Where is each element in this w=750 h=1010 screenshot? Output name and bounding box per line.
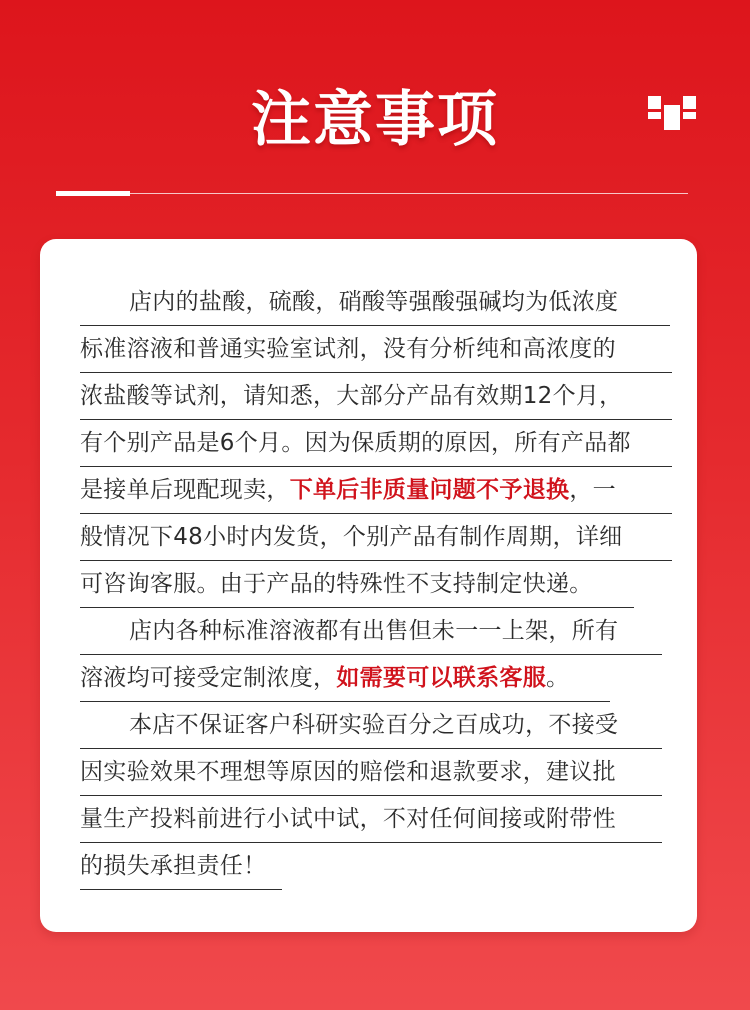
- text-segment: ，一: [569, 477, 616, 503]
- title-divider: [56, 193, 688, 194]
- text-line: 量生产投料前进行小试中试，不对任何间接或附带性: [80, 796, 662, 843]
- text-segment: 。: [546, 665, 570, 691]
- text-line: 店内各种标准溶液都有出售但未一一上架，所有: [80, 608, 662, 655]
- title-divider-accent: [56, 191, 130, 196]
- page-title: 注意事项: [251, 85, 499, 155]
- text-line: 有个别产品是6个月。因为保质期的原因，所有产品都: [80, 420, 672, 467]
- text-line: 本店不保证客户科研实验百分之百成功，不接受: [80, 702, 662, 749]
- highlight-contact-service: 如需要可以联系客服: [336, 665, 547, 691]
- text-line: 标准溶液和普通实验室试剂，没有分析纯和高浓度的: [80, 326, 672, 373]
- text-line: [80, 467, 672, 514]
- text-line: 因实验效果不理想等原因的赔偿和退款要求，建议批: [80, 749, 662, 796]
- highlight-no-return: 下单后非质量问题不予退换: [289, 477, 570, 503]
- text-line: [80, 655, 610, 702]
- text-segment: 溶液均可接受定制浓度，: [80, 665, 337, 691]
- text-segment: 是接单后现配现卖，: [80, 477, 290, 503]
- text-line: 般情况下48小时内发货，个别产品有制作周期，详细: [80, 514, 672, 561]
- text-line: 的损失承担责任！: [80, 843, 282, 890]
- text-line: 可咨询客服。由于产品的特殊性不支持制定快递。: [80, 561, 634, 608]
- text-line: 浓盐酸等试剂，请知悉，大部分产品有效期12个月，: [80, 373, 672, 420]
- brand-logo-icon: [648, 96, 696, 130]
- text-line: 店内的盐酸，硫酸，硝酸等强酸强碱均为低浓度: [80, 279, 670, 326]
- notice-card: [40, 239, 697, 932]
